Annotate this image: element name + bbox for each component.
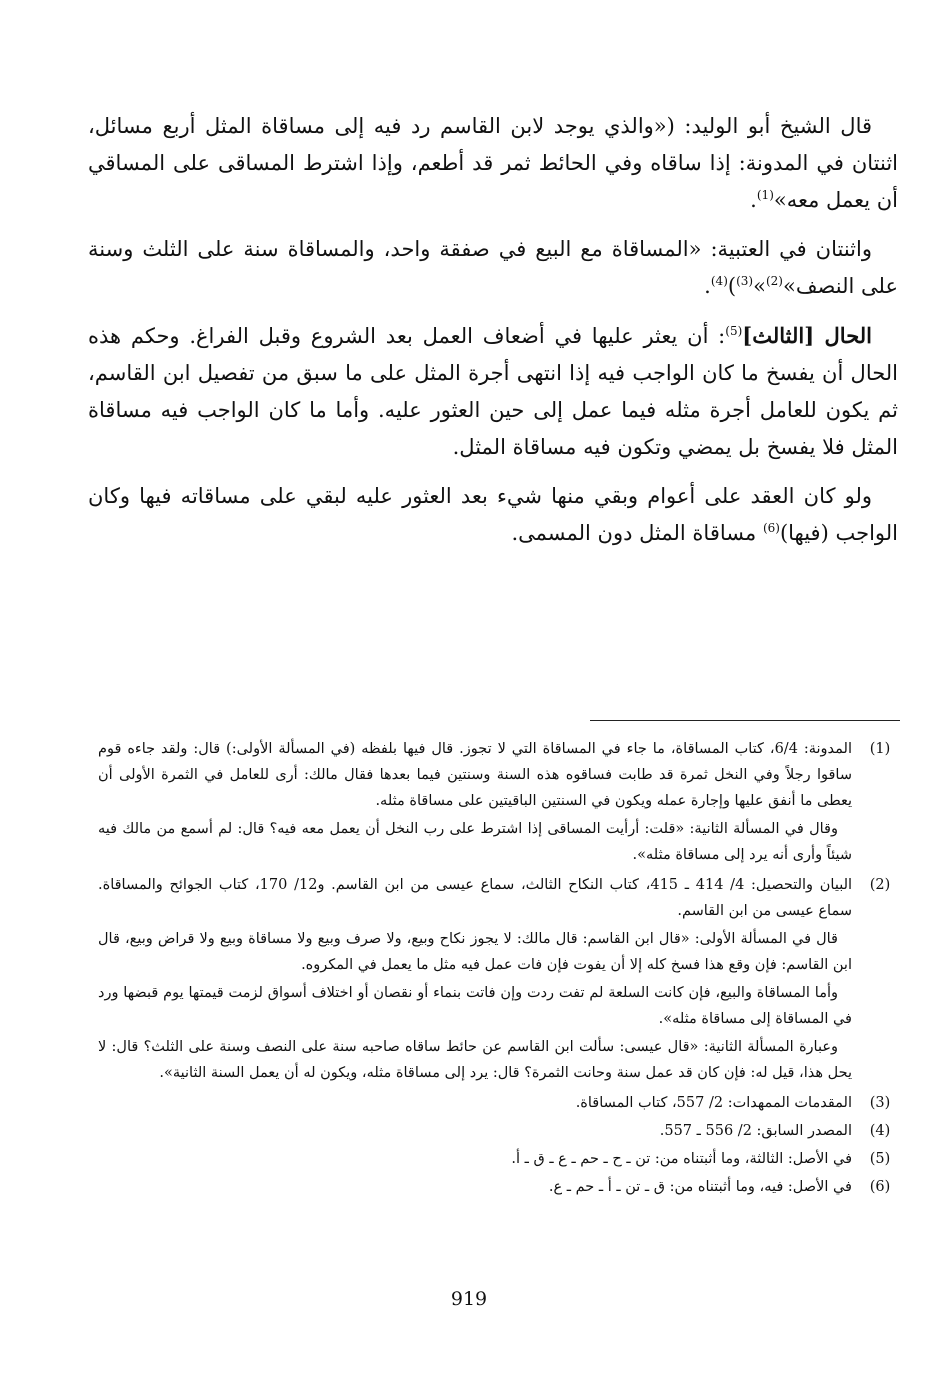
footnote-ref-6: (6) [762,521,780,535]
footnote-1 [98,736,898,868]
footnote-text: وعبارة المسألة الثانية: «قال عيسى: سألت ابن القاسم عن حائط ساقاه صاحبه سنة على النصف وسنة على الثلث؟ قال: لا يحل هذا، قيل له: فإن كان قد عمل سنة وحانت الثمرة؟ قال: يرد إلى مساقاة مثله، ويكون له أن يعمل السنة الثانية». [98,1039,852,1081]
paragraph-2-text: واثنتان في العتبية: «المساقاة مع البيع في صفقة واحد، والمساقاة سنة على الثلث وسنة على النصف» [88,237,898,298]
footnote-2 [98,872,898,1086]
paragraph-3 [88,317,898,466]
footnote-number: (3) [869,1095,891,1111]
paragraph-2-mid: » [753,274,766,298]
footnote-5 [98,1146,898,1172]
footnote-4 [98,1118,898,1144]
footnote-6 [98,1174,898,1200]
footnote-ref-4: (4) [710,274,728,288]
main-text [88,108,898,564]
footnote-text: البيان والتحصيل: 4/ 414 ـ 415، كتاب النكاح الثالث، سماع عيسى من ابن القاسم. و12/ 170، كتاب الجوائح والمساقاة. سماع عيسى من ابن القاسم. [98,877,853,919]
footnote-number: (5) [869,1151,891,1167]
paragraph-1-text: قال الشيخ أبو الوليد: («والذي يوجد لابن القاسم رد فيه إلى مساقاة المثل أربع مسائل، اثنتان في المدونة: إذا ساقاه وفي الحائط ثمر قد أطعم، وإذا اشترط المساقى على المساقي أن يعمل معه» [88,114,898,212]
paragraph-3-text: : أن يعثر عليها في أضعاف العمل بعد الشروع وقبل الفراغ. وحكم هذه الحال أن يفسخ ما كان الواجب فيه إذا انتهى أجرة المثل على ما سبق من تفصيل ابن القاسم، ثم يكون للعامل أجرة مثله فيما عمل إلى حين العثور عليه. وأما ما كان الواجب فيه مساقاة المثل فلا يفسخ بل يمضي وتكون فيه مساقاة المثل. [88,324,899,459]
footnote-text: قال في المسألة الأولى: «قال ابن القاسم: قال مالك: لا يجوز نكاح وبيع، ولا صرف وبيع ولا مساقاة وبيع ولا قراض وبيع، قال ابن القاسم: فإن وقع هذا فسخ كله إلا أن يفوت فإن فات عمل فيه مثل ما يعمل في المكروه. [98,931,852,973]
footnote-number: (4) [869,1123,891,1139]
paragraph-1 [88,108,898,219]
paragraph-1-end: . [750,188,757,212]
paragraph-2-end: . [704,274,711,298]
paragraph-4-end: مساقاة المثل دون المسمى. [511,521,763,545]
footnote-ref-3: (3) [736,274,754,288]
footnote-ref-2: (2) [765,274,783,288]
paragraph-2-close: ) [727,274,737,298]
footnote-text: وأما المساقاة والبيع، فإن كانت السلعة لم تفت ردت وإن فاتت بنماء أو نقصان أو اختلاف أسواق لزمت قيمتها يوم قبضها ورد في المساقاة إلى مساقاة مثله». [98,985,852,1027]
footnote-3 [98,1090,898,1116]
footnote-text: المصدر السابق: 2/ 556 ـ 557. [659,1123,852,1139]
footnote-ref-1: (1) [756,188,774,202]
footnote-number: (1) [869,741,891,757]
page-number: 919 [450,1288,488,1310]
section-heading: الحال [الثالث] [742,323,872,348]
footnote-number: (2) [869,877,891,893]
footnote-text: في الأصل: فيه، وما أثبتناه من: ق ـ تن ـ أ ـ حم ـ ع. [548,1179,852,1195]
footnote-text: وقال في المسألة الثانية: «قلت: أرأيت المساقى إذا اشترط على رب النخل أن يعمل معه فيه؟ قال: لم أسمع من مالك فيه شيئاً وأرى أنه يرد إلى مساقاة مثله». [98,821,852,863]
paragraph-4-text: ولو كان العقد على أعوام وبقي منها شيء بعد العثور عليه لبقي على مساقاته فيها وكان الواجب (فيها) [88,484,898,545]
footnotes [98,736,898,1202]
footnote-text: في الأصل: الثالثة، وما أثبتناه من: تن ـ ح ـ حم ـ ع ـ ق ـ أ. [511,1151,852,1167]
footnote-number: (6) [869,1179,891,1195]
paragraph-2 [88,231,898,305]
footnote-text: المدونة: 6/4، كتاب المساقاة، ما جاء في المساقاة التي لا تجوز. قال فيها بلفظه (في المسألة الأولى:) قال: ولقد جاءه قوم ساقوا رجلاً وفي النخل ثمرة قد طابت فساقوه هذه السنة وسنتين فيما بعدها فقال مالك: أرى للعامل في الثمرة الأولى أن يعطى ما أنفق عليها وإجارة عمله ويكون في السنتين الباقيتين على مساقاة مثله. [98,741,852,809]
footnote-ref-5: (5) [725,324,743,338]
paragraph-4 [88,478,898,552]
footnote-text: المقدمات الممهدات: 2/ 557، كتاب المساقاة. [575,1095,852,1111]
footnote-separator [590,720,900,721]
